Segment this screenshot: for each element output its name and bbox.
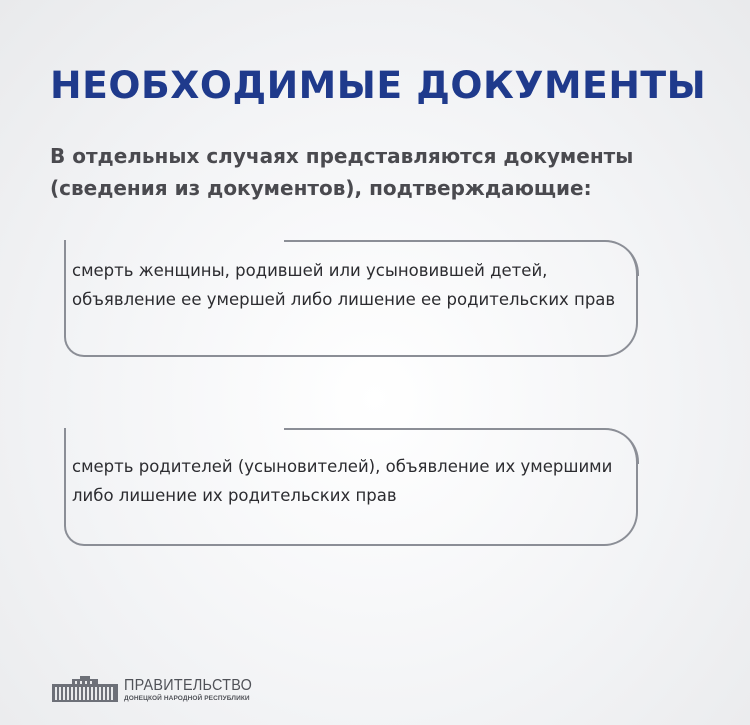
document-card-text: смерть женщины, родившей или усыновившей детей, объявление ее умершей либо лишение ее родительских прав <box>72 261 616 309</box>
footer-logo-title: ПРАВИТЕЛЬСТВО <box>124 676 253 694</box>
footer-logo-text <box>124 678 266 703</box>
page-subtitle: В отдельных случаях представляются документы (сведения из документов), подтверждающие: <box>50 144 634 200</box>
footer-logo <box>50 675 266 705</box>
page-title: НЕОБХОДИМЫЕ ДОКУМЕНТЫ <box>50 64 707 107</box>
footer-logo-subtitle: ДОНЕЦКОЙ НАРОДНОЙ РЕСПУБЛИКИ <box>124 694 250 702</box>
document-card-text: смерть родителей (усыновителей), объявление их умершими либо лишение их родительских прав <box>72 457 613 505</box>
document-card-2 <box>64 428 638 546</box>
document-card-1 <box>64 240 638 357</box>
government-building-icon <box>50 676 120 704</box>
